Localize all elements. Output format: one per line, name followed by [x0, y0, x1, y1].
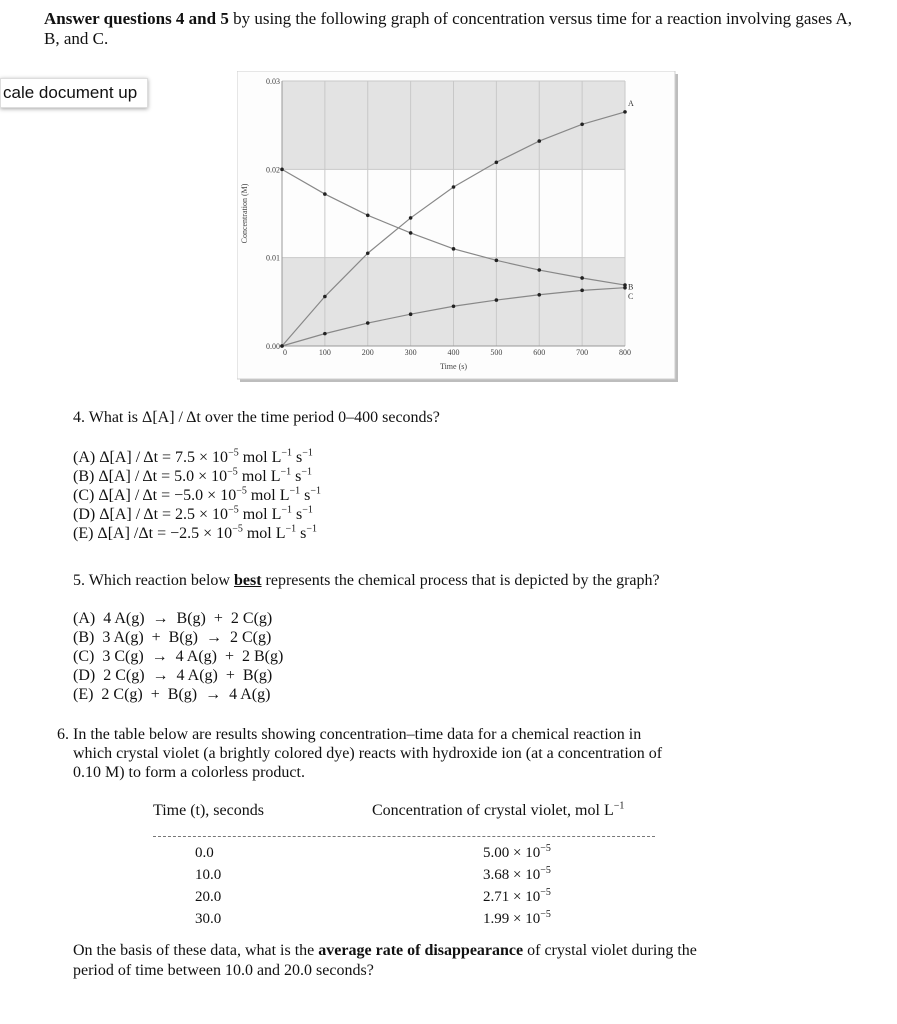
chart-series-label-B: B: [628, 282, 634, 292]
q5-text: [73, 571, 660, 591]
chart-point-A: [366, 251, 370, 255]
table-divider: [153, 836, 655, 837]
final-pre: On the basis of these data, what is the: [73, 942, 319, 959]
chart-y-tick-label: 0.03: [266, 77, 280, 86]
chart-point-C: [452, 247, 456, 251]
q5-option: (E) 2 C(g) + B(g) → 4 A(g): [73, 686, 271, 703]
q4-option: (D) $\Delta[A] / \Delta t = 2.5 \times 10^{-5}$ mol $L^{-1}$ $s^{-1}$: [73, 504, 313, 523]
intro-text: [44, 9, 864, 49]
chart-x-tick-label: 600: [533, 348, 546, 357]
chart-point-B: [495, 298, 499, 302]
q5-option: (B) 3 A(g) + B(g) → 2 C(g): [73, 629, 272, 646]
chart-x-tick-label: 400: [447, 348, 460, 357]
final-bold: average rate of disappearance: [318, 942, 524, 959]
table-cell-time: 0.0: [195, 845, 214, 861]
chart-point-C: [537, 268, 541, 272]
q6-final-question: [73, 941, 733, 981]
chart-point-B: [409, 312, 413, 316]
table-cell-concentration: $3.68 \times 10^{-5}$: [483, 865, 551, 883]
chart-x-tick-label: 100: [318, 348, 331, 357]
q6-line3: 0.10 M) to form a colorless product.: [73, 764, 305, 781]
q4-text: 4. What is Δ[A] / Δt over the time period 0–400 seconds?: [73, 409, 440, 426]
chart-point-C: [409, 231, 413, 235]
q6-line1: 6. In the table below are results showing concentration–time data for a chemical reaction in: [57, 726, 642, 743]
chart-x-axis-label: Time (s): [439, 362, 468, 371]
q5-option: (D) 2 C(g) → 4 A(g) + B(g): [73, 667, 273, 684]
table-cell-time: 10.0: [195, 867, 222, 883]
chart-point-A: [495, 160, 499, 164]
chart-point-B: [537, 293, 541, 297]
table-cell-time: 30.0: [195, 911, 222, 927]
chart-x-tick-label: 0: [283, 348, 287, 357]
q4-option: (A) $\Delta[A] / \Delta t = 7.5 \times 10^{-5}$ mol $L^{-1}$ $s^{-1}$: [73, 447, 313, 466]
chart-point-C: [280, 168, 284, 172]
chart-y-tick-label: 0.02: [266, 165, 280, 175]
scale-tooltip: cale document up: [0, 78, 148, 108]
chart-point-A: [623, 110, 627, 114]
chart-x-tick-label: 500: [490, 348, 503, 357]
intro-rest: by using the following graph of concentration versus time for a reaction involving gases A, B, and C.: [44, 9, 853, 48]
chart-series-label-A: A: [628, 98, 634, 108]
intro-bold: Answer questions 4 and 5: [44, 9, 229, 28]
chart-x-tick-label: 300: [404, 348, 417, 357]
q5-emph: best: [233, 572, 262, 589]
chart-point-B: [323, 332, 327, 336]
chart-x-tick-label: 200: [361, 348, 374, 357]
chart-point-C: [623, 283, 627, 287]
final-post: of crystal violet during the period of time between 10.0 and 20.0 seconds?: [73, 942, 697, 979]
chart-point-C: [580, 276, 584, 280]
q4-option: (E) Δ[A] $/\Delta t = -2.5 \times 10^{-5}$ mol $L^{-1}$ $s^{-1}$: [73, 523, 318, 542]
concentration-time-chart: [237, 71, 678, 382]
chart-point-A: [323, 295, 327, 299]
chart-point-C: [366, 213, 370, 217]
table-cell-concentration: $5.00 \times 10^{-5}$: [483, 843, 551, 861]
q5-option: (C) 3 C(g) → 4 A(g) + 2 B(g): [73, 648, 284, 665]
table-cell-concentration: $1.99 \times 10^{-5}$: [483, 909, 551, 927]
chart-point-C: [323, 192, 327, 196]
chart-point-A: [452, 185, 456, 189]
q6-line2: which crystal violet (a brightly colored dye) reacts with hydroxide ion (at a concentration of: [73, 745, 663, 762]
chart-y-tick-label: 0.01: [266, 253, 280, 263]
table-cell-time: 20.0: [195, 889, 222, 905]
chart-point-A: [537, 139, 541, 143]
chart-point-B: [452, 304, 456, 308]
chart-x-tick-label: 700: [576, 348, 589, 357]
table-cell-concentration: $2.71 \times 10^{-5}$: [483, 887, 551, 905]
chart-y-axis-label: Concentration (M): [240, 183, 249, 244]
chart-point-B: [580, 289, 584, 293]
q4-option: (B) $\Delta[A] / \Delta t = 5.0 \times 10^{-5}$ mol $L^{-1}$ $s^{-1}$: [73, 466, 312, 485]
q5-post: represents the chemical process that is depicted by the graph?: [261, 572, 660, 589]
q4-option: (C) $\Delta[A] / \Delta t = -5.0 \times 10^{-5}$ mol $L^{-1}$ $s^{-1}$: [73, 485, 322, 504]
chart-point-A: [409, 216, 413, 220]
chart-point-A: [580, 122, 584, 126]
chart-point-B: [280, 344, 284, 348]
table-header-time: Time (t), seconds: [153, 802, 264, 819]
chart-series-label-C: C: [628, 292, 634, 302]
chart-y-tick-label: 0.00: [266, 342, 280, 351]
chart-x-tick-label: 800: [619, 348, 631, 357]
q5-option: (A) 4 A(g) → B(g) + 2 C(g): [73, 610, 273, 627]
chart-point-B: [366, 321, 370, 325]
q5-pre: 5. Which reaction below: [73, 572, 234, 589]
table-header-concentration: Concentration of crystal violet, mol $L^{-1}$: [372, 800, 625, 819]
chart-point-C: [495, 259, 499, 263]
